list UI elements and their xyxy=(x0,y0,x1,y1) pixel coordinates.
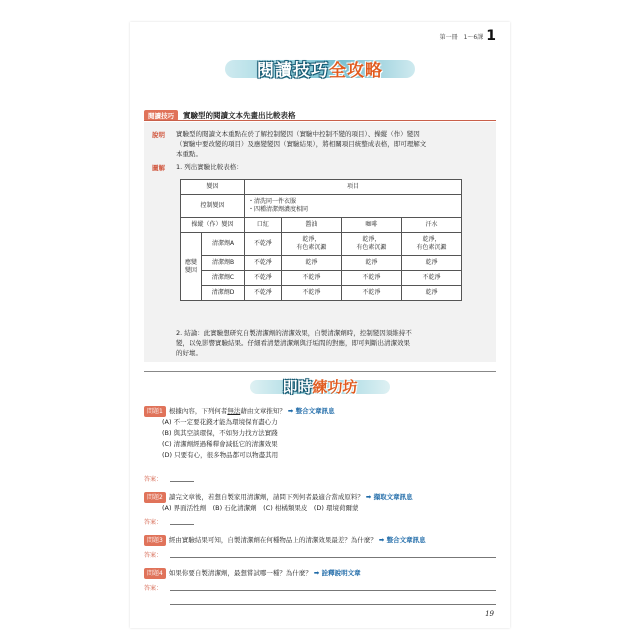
banner-title xyxy=(225,56,415,81)
question-text: 經由實驗結果可知，自製清潔劑在何種物品上的清潔效果最差？為什麼？ xyxy=(168,536,377,544)
conclusion-line: 變，以免影響實驗結果。仔細看清楚清潔劑與汙垢間的對應，即可判斷出清潔效果 xyxy=(176,339,410,347)
result-cell: 乾淨 xyxy=(401,256,461,271)
page-number: 19 xyxy=(485,610,494,618)
result-cell: 不乾淨 xyxy=(341,271,401,286)
control-item: ・四種清潔劑濃度相同 xyxy=(248,206,309,213)
control-item: ・清洗同一件衣服 xyxy=(248,198,297,205)
option: (D) 只要有心，很多物品都可以物盡其用 xyxy=(162,451,279,459)
option-list xyxy=(144,417,335,461)
banner-title-main: 閱讀技巧 xyxy=(257,61,329,81)
header-item: 項目 xyxy=(245,180,462,195)
question-emphasis: 無法 xyxy=(227,407,241,415)
option: (B) 與其空談環保，不如努力找方法實踐 xyxy=(162,429,278,437)
result-cell: 不乾淨 xyxy=(401,271,461,286)
cleaner-name: 清潔劑C xyxy=(202,271,245,286)
practice-banner xyxy=(250,374,390,400)
option: (A) 界面活性劑 (B) 石化清潔劑 (C) 柑橘類果皮 (D) 環境荷爾蒙 xyxy=(162,504,359,512)
result-line: 有色素沉澱 xyxy=(296,244,327,251)
result-cell: 乾淨 xyxy=(281,256,341,271)
answer-line[interactable] xyxy=(170,557,496,558)
explain-label: 說明 xyxy=(152,131,165,139)
banner-title-highlight: 全攻略 xyxy=(329,61,383,81)
answer-label: 答案： xyxy=(144,585,163,592)
explain-line: 實驗型的閱讀文本重點在於了解控制變因（實驗中控制不變的項目）、操縱（作）變因 xyxy=(176,130,420,138)
chapter-range: 第一冊 1～6課 xyxy=(439,33,484,41)
practice-title-main: 即時 xyxy=(282,378,313,396)
answer-line[interactable] xyxy=(170,524,194,525)
skill-tip: ➡ 詮釋說明文章 xyxy=(313,569,361,577)
answer-label: 答案： xyxy=(144,519,163,526)
comparison-table xyxy=(180,179,462,301)
control-variable-label: 控制變因 xyxy=(181,195,245,218)
cleaner-name: 清潔劑A xyxy=(202,233,245,256)
result-cell: 不乾淨 xyxy=(281,271,341,286)
result-line: 有色素沉澱 xyxy=(416,244,447,251)
reading-skills-banner xyxy=(225,52,415,86)
result-cell: 不乾淨 xyxy=(245,271,282,286)
question-text: 藉由文章推知？ xyxy=(240,407,286,415)
question-2 xyxy=(144,492,413,514)
chapter-number: 1 xyxy=(486,28,496,44)
responding-variable-label xyxy=(181,233,202,301)
question-text: 讀完文章後，若想自製家用清潔劑，請問下列何者最適合當成原料？ xyxy=(168,493,364,501)
result-line: 乾淨， xyxy=(362,236,381,243)
conclusion-line: 的好壞。 xyxy=(176,349,202,357)
question-1 xyxy=(144,406,335,461)
question-tag: 問題2 xyxy=(144,492,166,503)
header-variable: 變因 xyxy=(181,180,245,195)
result-line: 乾淨， xyxy=(422,236,441,243)
result-cell: 不乾淨 xyxy=(245,233,282,256)
result-cell: 不乾淨 xyxy=(341,286,401,301)
stain-lipstick: 口紅 xyxy=(245,218,282,233)
practice-title xyxy=(250,376,390,397)
explain-line: 本重點。 xyxy=(176,150,202,158)
answer-line[interactable] xyxy=(170,481,194,482)
result-line: 乾淨， xyxy=(302,236,321,243)
question-text: 根據內容，下列何者 xyxy=(168,407,228,415)
explain-line: （實驗中要改變的項目）及應變變因（實驗結果），將相關項目統整成表格，即可理解文 xyxy=(176,140,427,148)
skill-title: 實驗型的閱讀文本先畫出比較表格 xyxy=(183,111,296,120)
textbook-page xyxy=(130,22,510,628)
skill-tip: ➡ 擷取文章訊息 xyxy=(365,493,413,501)
diagram-label: 圖解 xyxy=(152,164,165,172)
diagram-step1: 1. 列出實驗比較表格： xyxy=(176,163,243,171)
result-cell xyxy=(281,233,341,256)
chapter-header xyxy=(440,28,496,44)
practice-title-highlight: 練功坊 xyxy=(312,378,358,396)
skill-tip: ➡ 整合文章訊息 xyxy=(287,407,335,415)
answer-label: 答案： xyxy=(144,476,163,483)
stain-coffee: 咖啡 xyxy=(341,218,401,233)
diagram-conclusion xyxy=(176,328,412,358)
section-divider xyxy=(144,371,496,372)
question-tag: 問題4 xyxy=(144,568,166,579)
question-tag: 問題1 xyxy=(144,406,166,417)
conclusion-line: 2. 結論：此實驗想研究自製清潔劑的清潔效果，自製清潔劑時，控制變因須維持不 xyxy=(176,329,412,337)
result-cell: 不乾淨 xyxy=(245,256,282,271)
explain-text xyxy=(176,129,426,159)
result-cell: 不乾淨 xyxy=(281,286,341,301)
option: (C) 清潔劑經過稀釋會減低它的清潔效果 xyxy=(162,440,278,448)
answer-line[interactable] xyxy=(170,604,496,605)
cleaner-name: 清潔劑D xyxy=(202,286,245,301)
result-cell xyxy=(401,233,461,256)
manipulated-variable-label: 操縱（作）變因 xyxy=(181,218,245,233)
question-4 xyxy=(144,568,361,579)
answer-line[interactable] xyxy=(170,590,496,591)
answer-label: 答案： xyxy=(144,552,163,559)
responding-label-line: 變因 xyxy=(184,266,197,274)
stain-soy-sauce: 醬油 xyxy=(281,218,341,233)
skill-tip: ➡ 整合文章訊息 xyxy=(378,536,426,544)
skill-rule xyxy=(144,120,496,121)
result-cell: 乾淨 xyxy=(401,286,461,301)
cleaner-name: 清潔劑B xyxy=(202,256,245,271)
result-cell: 不乾淨 xyxy=(245,286,282,301)
control-variable-items xyxy=(245,195,462,218)
option: (A) 不一定要花錢才能為環境保育盡心力 xyxy=(162,418,278,426)
responding-label-line: 應變 xyxy=(184,258,197,266)
question-tag: 問題3 xyxy=(144,535,166,546)
stain-sweat: 汗水 xyxy=(401,218,461,233)
skill-tag: 閱讀技巧 xyxy=(144,110,178,121)
result-cell xyxy=(341,233,401,256)
question-text: 如果你要自製清潔劑，最想嘗試哪一種？為什麼？ xyxy=(168,569,312,577)
result-line: 有色素沉澱 xyxy=(356,244,387,251)
result-cell: 乾淨 xyxy=(341,256,401,271)
question-3 xyxy=(144,535,426,546)
